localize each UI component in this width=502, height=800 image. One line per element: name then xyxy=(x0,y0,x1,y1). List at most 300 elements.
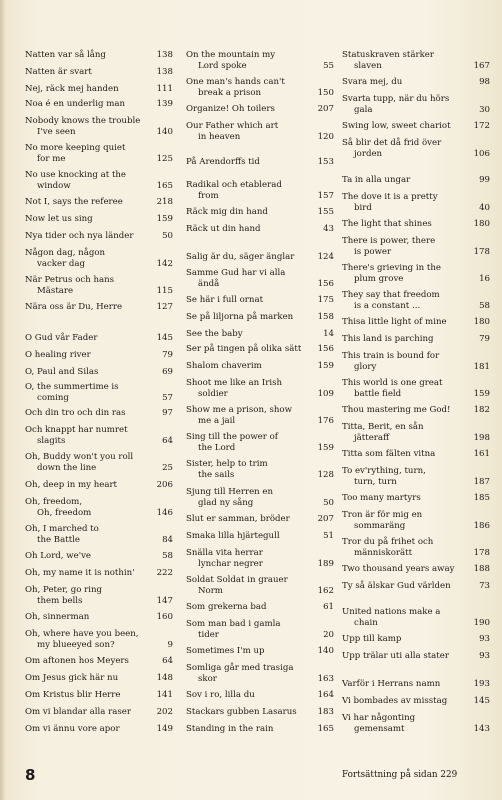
entry-title-continuation: människorätt xyxy=(354,548,413,558)
entry-page-number: 79 xyxy=(479,334,490,344)
entry-title xyxy=(25,585,153,607)
entry-title-line: The dove it is a pretty xyxy=(342,192,438,202)
entry-title-continuation: sommaräng xyxy=(354,521,406,531)
entry-title xyxy=(342,422,470,444)
entry-title xyxy=(342,607,470,629)
index-entry xyxy=(186,104,334,115)
entry-page-number: 153 xyxy=(317,157,334,167)
entry-title xyxy=(25,673,153,684)
entry-title xyxy=(186,224,314,235)
entry-title xyxy=(25,656,153,667)
entry-title-continuation: coming xyxy=(37,393,69,403)
entry-title xyxy=(25,116,153,138)
entry-page-number: 180 xyxy=(473,219,490,229)
entry-page-number: 93 xyxy=(479,634,490,644)
entry-title-line: Ta in alla ungar xyxy=(342,175,411,185)
entry-page-number: 98 xyxy=(479,77,490,87)
index-entry xyxy=(25,480,173,491)
entry-title-line: Så blir det då frid över xyxy=(342,138,442,148)
index-entry xyxy=(342,581,490,592)
index-entry xyxy=(342,651,490,662)
index-entry xyxy=(25,99,173,110)
entry-title-line: Stackars gubben Lasarus xyxy=(186,707,297,717)
index-entry xyxy=(186,514,334,525)
entry-page-number: 50 xyxy=(162,231,173,241)
entry-title-continuation: slagits xyxy=(37,436,66,446)
entry-page-number: 145 xyxy=(156,333,173,343)
entry-title-line: Slut er samman, bröder xyxy=(186,514,290,524)
entry-page-number: 125 xyxy=(156,154,173,164)
entry-title xyxy=(25,275,153,297)
entry-page-number: 79 xyxy=(162,350,173,360)
index-entry xyxy=(25,656,173,667)
entry-title xyxy=(25,50,153,61)
entry-page-number: 159 xyxy=(473,389,490,399)
entry-page-number: 162 xyxy=(317,586,334,596)
entry-page-number: 64 xyxy=(162,656,173,666)
entry-title xyxy=(186,690,314,701)
index-entry xyxy=(342,564,490,575)
entry-title-line: Now let us sing xyxy=(25,214,93,224)
entry-title xyxy=(342,696,470,707)
index-entry xyxy=(186,207,334,218)
entry-page-number: 159 xyxy=(317,443,334,453)
entry-title-continuation: the Lord xyxy=(198,443,236,453)
entry-title xyxy=(342,581,470,592)
entry-page-number: 93 xyxy=(479,651,490,661)
entry-title xyxy=(186,295,314,306)
index-entry xyxy=(186,432,334,454)
entry-title xyxy=(186,619,314,641)
entry-title-line: O healing river xyxy=(25,350,91,360)
entry-title xyxy=(186,432,314,454)
entry-title-line: Vi bombades av misstag xyxy=(342,696,448,706)
entry-title-continuation: is power xyxy=(354,247,392,257)
entry-title xyxy=(186,344,314,355)
entry-page-number: 207 xyxy=(317,104,334,114)
entry-title-continuation: chain xyxy=(354,618,378,628)
entry-page-number: 148 xyxy=(156,673,173,683)
entry-page-number: 84 xyxy=(162,535,173,545)
index-entry xyxy=(342,466,490,488)
index-entry xyxy=(186,121,334,143)
entry-title-line: Varför i Herrans namn xyxy=(342,679,441,689)
entry-page-number: 157 xyxy=(317,191,334,201)
entry-title-line: To ev'rything, turn, xyxy=(342,466,426,476)
index-entry xyxy=(25,367,173,378)
entry-title-continuation: tider xyxy=(198,630,219,640)
entry-title-line: Shoot me like an Irish xyxy=(186,378,283,388)
index-entry xyxy=(342,175,490,186)
entry-page-number: 150 xyxy=(317,88,334,98)
entry-title-line: Shalom chaverim xyxy=(186,361,262,371)
entry-title xyxy=(186,329,314,340)
entry-title-line: Om aftonen hos Meyers xyxy=(25,656,129,666)
entry-title-continuation: glad ny sång xyxy=(198,498,254,508)
entry-title-continuation: skor xyxy=(198,674,217,684)
entry-title-line: Natten är svart xyxy=(25,67,92,77)
entry-title-continuation: Mästare xyxy=(37,286,74,296)
entry-title-line: There's grieving in the xyxy=(342,263,441,273)
entry-page-number: 159 xyxy=(317,361,334,371)
entry-title xyxy=(186,646,314,657)
entry-title xyxy=(186,663,314,685)
entry-title-line: Som grekerna bad xyxy=(186,602,267,612)
entry-page-number: 30 xyxy=(479,105,490,115)
entry-page-number: 138 xyxy=(156,67,173,77)
entry-title-line: Se här i full ornat xyxy=(186,295,264,305)
entry-page-number: 163 xyxy=(317,674,334,684)
entry-page-number: 138 xyxy=(156,50,173,60)
entry-title-line: Tron är för mig en xyxy=(342,510,423,520)
entry-title xyxy=(25,707,153,718)
index-entry xyxy=(186,663,334,685)
entry-title-continuation: gala xyxy=(354,105,373,115)
entry-page-number: 16 xyxy=(479,274,490,284)
entry-title-line: Oh, Peter, go ring xyxy=(25,585,102,595)
entry-title-line: Oh, deep in my heart xyxy=(25,480,118,490)
entry-title-line: Nya tider och nya länder xyxy=(25,231,134,241)
entry-page-number: 187 xyxy=(473,477,490,487)
entry-page-number: 188 xyxy=(473,564,490,574)
index-entry xyxy=(25,707,173,718)
entry-title-line: This land is parching xyxy=(342,334,434,344)
index-entry xyxy=(186,312,334,323)
entry-title xyxy=(186,77,314,99)
entry-title-line: Svara mej, du xyxy=(342,77,403,87)
entry-title xyxy=(186,312,314,323)
entry-page-number: 172 xyxy=(473,121,490,131)
entry-title-continuation: turn, turn xyxy=(354,477,397,487)
entry-title xyxy=(25,350,153,361)
index-entry xyxy=(186,180,334,202)
index-entry xyxy=(186,487,334,509)
index-entry xyxy=(342,607,490,629)
entry-page-number: 193 xyxy=(473,679,490,689)
entry-page-number: 143 xyxy=(473,724,490,734)
index-entry xyxy=(342,290,490,312)
entry-title xyxy=(186,405,314,427)
entry-page-number: 178 xyxy=(473,548,490,558)
entry-page-number: 178 xyxy=(473,247,490,257)
index-entry xyxy=(25,67,173,78)
entry-page-number: 175 xyxy=(317,295,334,305)
index-entry xyxy=(25,333,173,344)
entry-title-line: They say that freedom xyxy=(342,290,440,300)
entry-title xyxy=(25,143,153,165)
entry-title-line: Noa é en underlig man xyxy=(25,99,126,109)
entry-title-line: Svarta tupp, när du hörs xyxy=(342,94,450,104)
index-entry xyxy=(186,405,334,427)
entry-title xyxy=(342,94,470,116)
entry-title-continuation: is a constant ... xyxy=(354,301,421,311)
index-entry xyxy=(186,268,334,290)
entry-page-number: 202 xyxy=(156,707,173,717)
entry-title-continuation: battle field xyxy=(354,389,402,399)
entry-title-line: Soldat Soldat in grauer xyxy=(186,575,288,585)
entry-title-line: Smaka lilla hjärtegull xyxy=(186,531,280,541)
entry-title-continuation: jätteraff xyxy=(354,433,390,443)
index-entry xyxy=(25,690,173,701)
entry-page-number: 158 xyxy=(317,312,334,322)
entry-title-line: Om vi blandar alla raser xyxy=(25,707,131,717)
entry-page-number: 73 xyxy=(479,581,490,591)
entry-title-line: Two thousand years away xyxy=(342,564,455,574)
entry-page-number: 156 xyxy=(317,344,334,354)
entry-title-line: Oh, sinnerman xyxy=(25,612,90,622)
page-number: 8 xyxy=(25,766,36,784)
index-entry xyxy=(342,449,490,460)
entry-title xyxy=(342,510,470,532)
entry-title xyxy=(25,231,153,242)
entry-title-line: Natten var så lång xyxy=(25,50,106,60)
index-entry xyxy=(25,350,173,361)
entry-page-number: 141 xyxy=(156,690,173,700)
entry-page-number: 160 xyxy=(156,612,173,622)
entry-title-continuation: the Battle xyxy=(37,535,80,545)
entry-page-number: 139 xyxy=(156,99,173,109)
entry-title-line: Oh, my name it is nothin' xyxy=(25,568,135,578)
entry-title-line: There is power, there xyxy=(342,236,436,246)
entry-title xyxy=(186,207,314,218)
entry-title-line: Vi har någonting xyxy=(342,713,416,723)
entry-title xyxy=(342,713,470,735)
entry-title xyxy=(186,378,314,400)
entry-title xyxy=(342,679,470,690)
entry-page-number: 69 xyxy=(162,367,173,377)
entry-title-continuation: lynchar negrer xyxy=(198,559,263,569)
entry-page-number: 115 xyxy=(156,286,173,296)
entry-page-number: 124 xyxy=(317,252,334,262)
entry-title-line: Samme Gud har vi alla xyxy=(186,268,286,278)
entry-title xyxy=(342,290,470,312)
entry-title-continuation: for me xyxy=(37,154,66,164)
entry-title-continuation: Lord spoke xyxy=(198,61,247,71)
index-entry xyxy=(342,121,490,132)
entry-title-line: Nära oss är Du, Herre xyxy=(25,302,123,312)
entry-title xyxy=(25,551,153,562)
entry-title-continuation: me a jail xyxy=(198,416,236,426)
entry-page-number: 9 xyxy=(167,640,173,650)
entry-title xyxy=(342,493,470,504)
entry-page-number: 50 xyxy=(323,498,334,508)
entry-title-line: Sister, help to trim xyxy=(186,459,268,469)
entry-title-line: The light that shines xyxy=(342,219,432,229)
entry-title xyxy=(186,724,314,735)
entry-title xyxy=(342,449,470,460)
entry-title xyxy=(186,121,314,143)
entry-title-line: Tror du på frihet och xyxy=(342,537,434,547)
entry-title xyxy=(25,84,153,95)
entry-title xyxy=(186,157,314,168)
entry-page-number: 55 xyxy=(323,61,334,71)
entry-page-number: 43 xyxy=(323,224,334,234)
entry-title xyxy=(186,707,314,718)
entry-title-line: United nations make a xyxy=(342,607,441,617)
index-entry xyxy=(186,77,334,99)
entry-page-number: 140 xyxy=(317,646,334,656)
entry-title-line: Räck ut din hand xyxy=(186,224,261,234)
index-entry xyxy=(25,197,173,208)
index-entry xyxy=(342,236,490,258)
entry-title-continuation: glory xyxy=(354,362,377,372)
entry-title-line: Thou mastering me God! xyxy=(342,405,451,415)
entry-page-number: 206 xyxy=(156,480,173,490)
index-entry xyxy=(186,548,334,570)
entry-title-line: Our Father which art xyxy=(186,121,279,131)
entry-title-line: Titta, Berit, en sån xyxy=(342,422,424,432)
entry-page-number: 176 xyxy=(317,416,334,426)
entry-title-line: O Gud vår Fader xyxy=(25,333,98,343)
entry-page-number: 165 xyxy=(317,724,334,734)
entry-page-number: 57 xyxy=(162,393,173,403)
entry-page-number: 218 xyxy=(156,197,173,207)
index-entry xyxy=(342,679,490,690)
entry-title xyxy=(342,537,470,559)
entry-title-line: See the baby xyxy=(186,329,243,339)
entry-title-line: Som man bad i gamla xyxy=(186,619,281,629)
index-entry xyxy=(25,231,173,242)
entry-page-number: 156 xyxy=(317,279,334,289)
index-entry xyxy=(25,551,173,562)
index-entry xyxy=(342,77,490,88)
entry-title-line: Radikal och etablerad xyxy=(186,180,282,190)
entry-page-number: 181 xyxy=(473,362,490,372)
entry-page-number: 142 xyxy=(156,259,173,269)
entry-title-line: Upp till kamp xyxy=(342,634,402,644)
entry-title xyxy=(342,236,470,258)
index-entry xyxy=(342,263,490,285)
entry-page-number: 61 xyxy=(323,602,334,612)
index-entry xyxy=(342,537,490,559)
index-entry xyxy=(342,94,490,116)
entry-title-continuation: them bells xyxy=(37,596,83,606)
entry-title-continuation: ändå xyxy=(198,279,220,289)
index-entry xyxy=(342,696,490,707)
entry-page-number: 64 xyxy=(162,436,173,446)
entry-title-line: Not I, says the referee xyxy=(25,197,123,207)
entry-title xyxy=(25,67,153,78)
entry-title xyxy=(25,248,153,270)
entry-title-line: No use knocking at the xyxy=(25,170,127,180)
entry-title xyxy=(186,548,314,570)
index-entry xyxy=(25,585,173,607)
entry-title xyxy=(186,50,314,72)
entry-page-number: 146 xyxy=(156,508,173,518)
entry-page-number: 189 xyxy=(317,559,334,569)
entry-page-number: 190 xyxy=(473,618,490,628)
index-entry xyxy=(186,378,334,400)
index-entry xyxy=(342,422,490,444)
entry-title-line: Sometimes I'm up xyxy=(186,646,265,656)
index-entry xyxy=(342,317,490,328)
entry-title xyxy=(342,334,470,345)
entry-title xyxy=(342,466,470,488)
entry-page-number: 155 xyxy=(317,207,334,217)
index-entry xyxy=(186,707,334,718)
entry-title-continuation: I've seen xyxy=(37,127,76,137)
entry-title-continuation: soldier xyxy=(198,389,228,399)
entry-title xyxy=(25,629,153,651)
entry-title-line: One man's hands can't xyxy=(186,77,285,87)
entry-title-line: På Arendorffs tid xyxy=(186,157,260,167)
entry-title xyxy=(25,690,153,701)
entry-title-line: Nobody knows the trouble xyxy=(25,116,141,126)
entry-title xyxy=(25,197,153,208)
entry-title-line: Ty så älskar Gud världen xyxy=(342,581,451,591)
index-entry xyxy=(342,192,490,214)
entry-page-number: 165 xyxy=(156,181,173,191)
entry-title-line: Någon dag, någon xyxy=(25,248,106,258)
entry-title xyxy=(25,302,153,313)
index-entry xyxy=(186,157,334,168)
entry-page-number: 183 xyxy=(317,707,334,717)
entry-title xyxy=(342,263,470,285)
entry-page-number: 180 xyxy=(473,317,490,327)
index-entry xyxy=(25,248,173,270)
index-entry xyxy=(186,602,334,613)
index-entry xyxy=(186,690,334,701)
entry-page-number: 159 xyxy=(156,214,173,224)
continuation-note: Fortsättning på sidan 229 xyxy=(342,770,458,780)
entry-title-line: Statuskraven stärker xyxy=(342,50,435,60)
entry-title-line: Salig är du, säger änglar xyxy=(186,252,295,262)
entry-title xyxy=(342,77,470,88)
binding-shadow xyxy=(0,0,6,800)
index-entry xyxy=(186,531,334,542)
entry-page-number: 40 xyxy=(479,203,490,213)
entry-page-number: 99 xyxy=(479,175,490,185)
index-entry xyxy=(186,252,334,263)
entry-title-continuation: window xyxy=(37,181,71,191)
entry-page-number: 222 xyxy=(156,568,173,578)
entry-title xyxy=(186,602,314,613)
index-entry xyxy=(186,575,334,597)
entry-title xyxy=(186,268,314,290)
index-entry xyxy=(25,568,173,579)
index-entry xyxy=(25,408,173,419)
index-entry xyxy=(25,425,173,447)
entry-title xyxy=(342,175,470,186)
entry-title-line: This train is bound for xyxy=(342,351,440,361)
entry-title-continuation: gemensamt xyxy=(354,724,405,734)
entry-title-continuation: my blueeyed son? xyxy=(37,640,115,650)
entry-title-line: Show me a prison, show xyxy=(186,405,292,415)
entry-title xyxy=(25,367,153,378)
entry-title-continuation: plum grove xyxy=(354,274,404,284)
entry-title-line: Om Kristus blir Herre xyxy=(25,690,121,700)
index-entry xyxy=(342,219,490,230)
entry-page-number: 140 xyxy=(156,127,173,137)
entry-title-line: Oh, freedom, xyxy=(25,497,83,507)
index-entry xyxy=(342,405,490,416)
entry-title-line: Om Jesus gick här nu xyxy=(25,673,119,683)
entry-title-continuation: Oh, freedom xyxy=(37,508,92,518)
entry-title xyxy=(342,192,470,214)
entry-title-line: Titta som fälten vitna xyxy=(342,449,436,459)
entry-title-line: När Petrus och hans xyxy=(25,275,115,285)
entry-page-number: 58 xyxy=(162,551,173,561)
entry-title-line: On the mountain my xyxy=(186,50,276,60)
entry-page-number: 207 xyxy=(317,514,334,524)
entry-title-line: Oh, I marched to xyxy=(25,524,99,534)
entry-title xyxy=(342,121,470,132)
index-entry xyxy=(186,459,334,481)
entry-page-number: 109 xyxy=(317,389,334,399)
entry-page-number: 161 xyxy=(473,449,490,459)
entry-title xyxy=(186,361,314,372)
entry-page-number: 198 xyxy=(473,433,490,443)
